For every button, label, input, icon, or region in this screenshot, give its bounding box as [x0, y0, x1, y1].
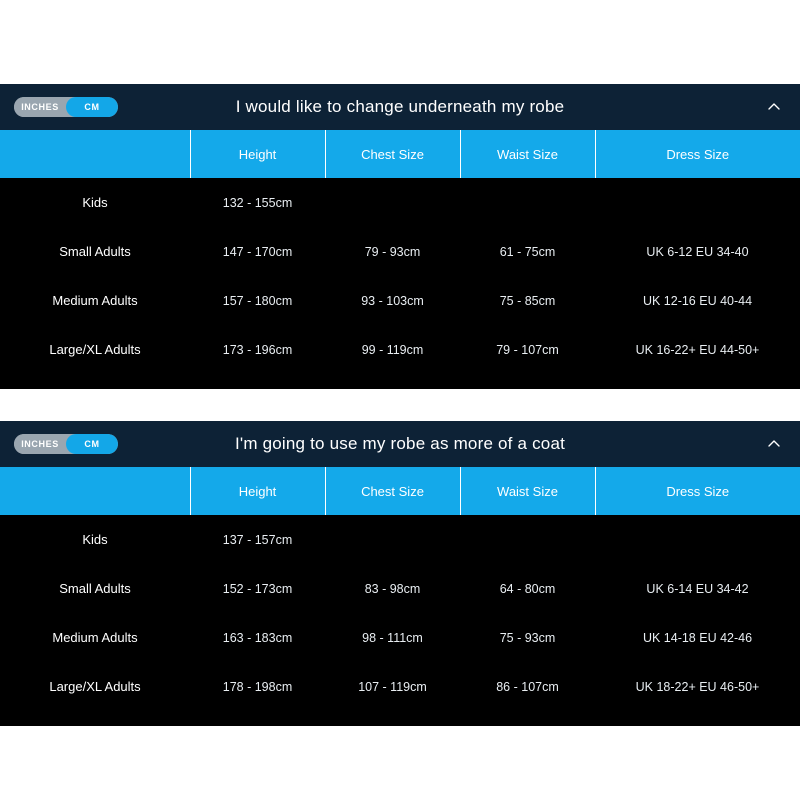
- size-table-2: [0, 467, 800, 711]
- cell-waist: 75 - 85cm: [460, 276, 595, 325]
- column-header-dress: Dress Size: [595, 467, 800, 515]
- cell-dress: [595, 515, 800, 564]
- panel-1-title: I would like to change underneath my robe: [235, 97, 565, 116]
- cell-dress: UK 16-22+ EU 44-50+: [595, 325, 800, 374]
- table-header-row: [0, 130, 800, 178]
- table-row: [0, 227, 800, 276]
- chevron-up-icon-2[interactable]: [766, 436, 782, 452]
- bottom-spacer: [0, 726, 800, 794]
- row-label-kids: Kids: [0, 178, 190, 227]
- row-label-large-xl-adults: Large/XL Adults: [0, 325, 190, 374]
- table-row: [0, 613, 800, 662]
- cell-dress: [595, 178, 800, 227]
- cell-height: 152 - 173cm: [190, 564, 325, 613]
- cell-chest: 98 - 111cm: [325, 613, 460, 662]
- size-panel-1: [0, 84, 800, 389]
- column-header-height: Height: [190, 130, 325, 178]
- cell-height: 157 - 180cm: [190, 276, 325, 325]
- panel-2-title: I'm going to use my robe as more of a coat: [234, 434, 566, 453]
- column-header-blank: [0, 130, 190, 178]
- cell-waist: 64 - 80cm: [460, 564, 595, 613]
- chevron-up-icon-1[interactable]: [766, 99, 782, 115]
- cell-dress: UK 6-14 EU 34-42: [595, 564, 800, 613]
- cell-dress: UK 14-18 EU 42-46: [595, 613, 800, 662]
- row-label-kids: Kids: [0, 515, 190, 564]
- column-header-blank: [0, 467, 190, 515]
- table-row: [0, 178, 800, 227]
- cell-waist: [460, 178, 595, 227]
- cell-waist: 75 - 93cm: [460, 613, 595, 662]
- cell-chest: 99 - 119cm: [325, 325, 460, 374]
- row-label-medium-adults: Medium Adults: [0, 276, 190, 325]
- column-header-chest: Chest Size: [325, 130, 460, 178]
- cell-dress: UK 12-16 EU 40-44: [595, 276, 800, 325]
- cell-chest: 79 - 93cm: [325, 227, 460, 276]
- unit-toggle-2[interactable]: [14, 434, 118, 454]
- panel-1-footer-pad: [0, 374, 800, 389]
- cell-height: 137 - 157cm: [190, 515, 325, 564]
- table-row: [0, 276, 800, 325]
- column-header-chest: Chest Size: [325, 467, 460, 515]
- panel-2-footer-pad: [0, 711, 800, 726]
- cell-dress: UK 6-12 EU 34-40: [595, 227, 800, 276]
- panel-1-header[interactable]: [0, 84, 800, 130]
- size-table-1-head: [0, 130, 800, 178]
- cell-waist: 61 - 75cm: [460, 227, 595, 276]
- unit-option-inches-1[interactable]: INCHES: [14, 97, 66, 117]
- table-row: [0, 325, 800, 374]
- size-table-1-body: [0, 178, 800, 374]
- unit-toggle-1[interactable]: [14, 97, 118, 117]
- cell-chest: 93 - 103cm: [325, 276, 460, 325]
- table-row: [0, 515, 800, 564]
- table-row: [0, 564, 800, 613]
- cell-waist: 86 - 107cm: [460, 662, 595, 711]
- row-label-small-adults: Small Adults: [0, 227, 190, 276]
- unit-option-cm-1[interactable]: CM: [66, 97, 118, 117]
- cell-height: 147 - 170cm: [190, 227, 325, 276]
- cell-waist: [460, 515, 595, 564]
- column-header-waist: Waist Size: [460, 130, 595, 178]
- cell-chest: [325, 178, 460, 227]
- size-table-2-body: [0, 515, 800, 711]
- cell-chest: [325, 515, 460, 564]
- column-header-waist: Waist Size: [460, 467, 595, 515]
- cell-height: 173 - 196cm: [190, 325, 325, 374]
- row-label-large-xl-adults: Large/XL Adults: [0, 662, 190, 711]
- size-table-2-head: [0, 467, 800, 515]
- cell-waist: 79 - 107cm: [460, 325, 595, 374]
- cell-height: 163 - 183cm: [190, 613, 325, 662]
- cell-chest: 107 - 119cm: [325, 662, 460, 711]
- size-panel-2: [0, 421, 800, 726]
- panel-2-header[interactable]: [0, 421, 800, 467]
- column-header-height: Height: [190, 467, 325, 515]
- cell-height: 132 - 155cm: [190, 178, 325, 227]
- size-table-1: [0, 130, 800, 374]
- cell-height: 178 - 198cm: [190, 662, 325, 711]
- cell-chest: 83 - 98cm: [325, 564, 460, 613]
- row-label-medium-adults: Medium Adults: [0, 613, 190, 662]
- top-spacer: [0, 0, 800, 84]
- unit-option-cm-2[interactable]: CM: [66, 434, 118, 454]
- panel-gap: [0, 389, 800, 421]
- unit-option-inches-2[interactable]: INCHES: [14, 434, 66, 454]
- row-label-small-adults: Small Adults: [0, 564, 190, 613]
- table-header-row: [0, 467, 800, 515]
- cell-dress: UK 18-22+ EU 46-50+: [595, 662, 800, 711]
- column-header-dress: Dress Size: [595, 130, 800, 178]
- table-row: [0, 662, 800, 711]
